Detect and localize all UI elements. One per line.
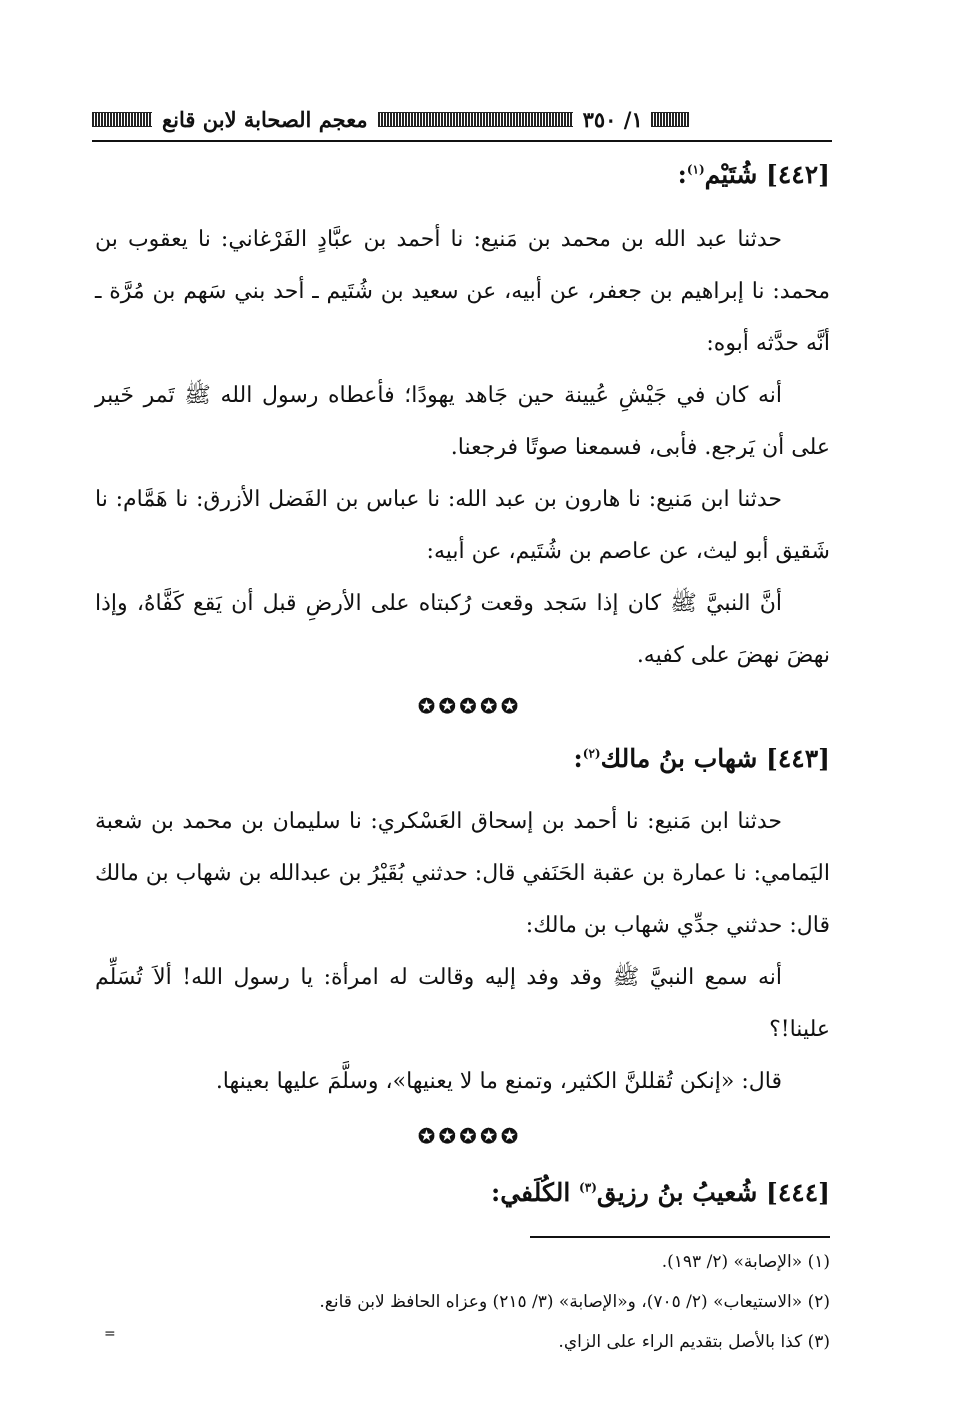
footnote-ref: (١): [686, 162, 705, 177]
matn-paragraph: أنَّ النبيَّ ﷺ كان إذا سَجد وقعت رُكبتاه على الأرضِ قبل أن يَقع كَفَّاهُ، وإذا نهضَ نهضَ على كفيه.: [95, 591, 830, 668]
running-header: [92, 104, 832, 134]
entry-heading-443: [٤٤٣] شهاب بنُ مالك$^{(٢)}$:: [573, 744, 830, 773]
matn-paragraph: أنه كان في جَيْشِ عُيينة حين جَاهد يهودًا؛ فأعطاه رسول الله ﷺ تَمر خَيبر على أن يَرجع. فأبى، فسمعنا صوتًا فرجعنا.: [95, 383, 830, 460]
entry-title-tail: الكُلَفي:: [490, 1178, 580, 1207]
isnad-paragraph: حدثنا عبد الله بن محمد بن مَنيع: نا أحمد بن عبَّادٍ الفَرْغاني: نا يعقوب بن محمد: نا إبراهيم بن جعفر، عن أبيه، عن سعيد بن شُتَيم ـ أحد بني سَهم بن مُرَّة ـ أنَّه حدَّثه أبوه:: [95, 227, 830, 356]
isnad-paragraph: حدثنا ابن مَنيع: نا أحمد بن إسحاق العَسْكري: نا سليمان بن محمد بن شعبة اليَمامي: نا عمارة بن عقبة الحَنَفي قال: حدثني بُقَيْرُ بن عبدالله بن شهاب بن مالك قال: حدثني جدِّي شهاب بن مالك:: [95, 809, 830, 938]
entry-heading-444: [491, 1178, 830, 1207]
footnote-1: (١) «الإصابة» (٢/ ١٩٣).: [661, 1252, 830, 1272]
entry-body-442: [95, 214, 830, 682]
footnote-ref: (٣): [579, 1180, 597, 1195]
entry-title: [٤٤٣] شهاب بنُ مالك: [600, 744, 830, 773]
matn-paragraph: أنه سمع النبيَّ ﷺ وقد وفد إليه وقالت له امرأة: يا رسول الله! ألاَ تُسَلِّم علينا!؟: [95, 965, 830, 1042]
section-divider: ✪✪✪✪✪: [418, 694, 522, 718]
footnote-ref: (٢): [582, 746, 601, 761]
entry-title: [٤٤٤] شُعيبُ بنُ رزيق: [596, 1178, 830, 1207]
margin-mark: =: [104, 1326, 116, 1342]
book-title: معجم الصحابة لابن قانع: [162, 106, 368, 132]
footnotes: [100, 1242, 830, 1362]
header-ornament-left: [92, 112, 152, 127]
entry-body-443: [95, 796, 830, 1108]
entry-title: [٤٤٢] شُتَيْم: [704, 160, 830, 189]
header-ornament-right: [651, 112, 689, 127]
footnote-rule: [530, 1236, 830, 1238]
page-number: ١/ ٣٥٠: [582, 106, 643, 132]
entry-heading-442: [٤٤٢] شُتَيْم$^{(١)}$:: [677, 160, 830, 189]
section-divider: ✪✪✪✪✪: [418, 1124, 522, 1148]
matn-paragraph: قال: «إنكن تُقللنَّ الكثير، وتمنع ما لا يعنيها»، وسلَّمَ عليها بعينها.: [215, 1069, 782, 1094]
footnote-3: (٣) كذا بالأصل بتقديم الراء على الزاي.: [558, 1332, 830, 1352]
isnad-paragraph: حدثنا ابن مَنيع: نا هارون بن عبد الله: نا عباس بن الفَضل الأزرق: نا هَمَّام: نا شَقيق أبو ليث، عن عاصم بن شُتَيم، عن أبيه:: [95, 487, 830, 564]
header-rule: [92, 140, 832, 142]
header-ornament-middle: [378, 112, 573, 127]
footnote-2: (٢) «الاستيعاب» (٢/ ٧٠٥)، و«الإصابة» (٣/ ٢١٥) وعزاه الحافظ لابن قانع.: [319, 1292, 830, 1312]
